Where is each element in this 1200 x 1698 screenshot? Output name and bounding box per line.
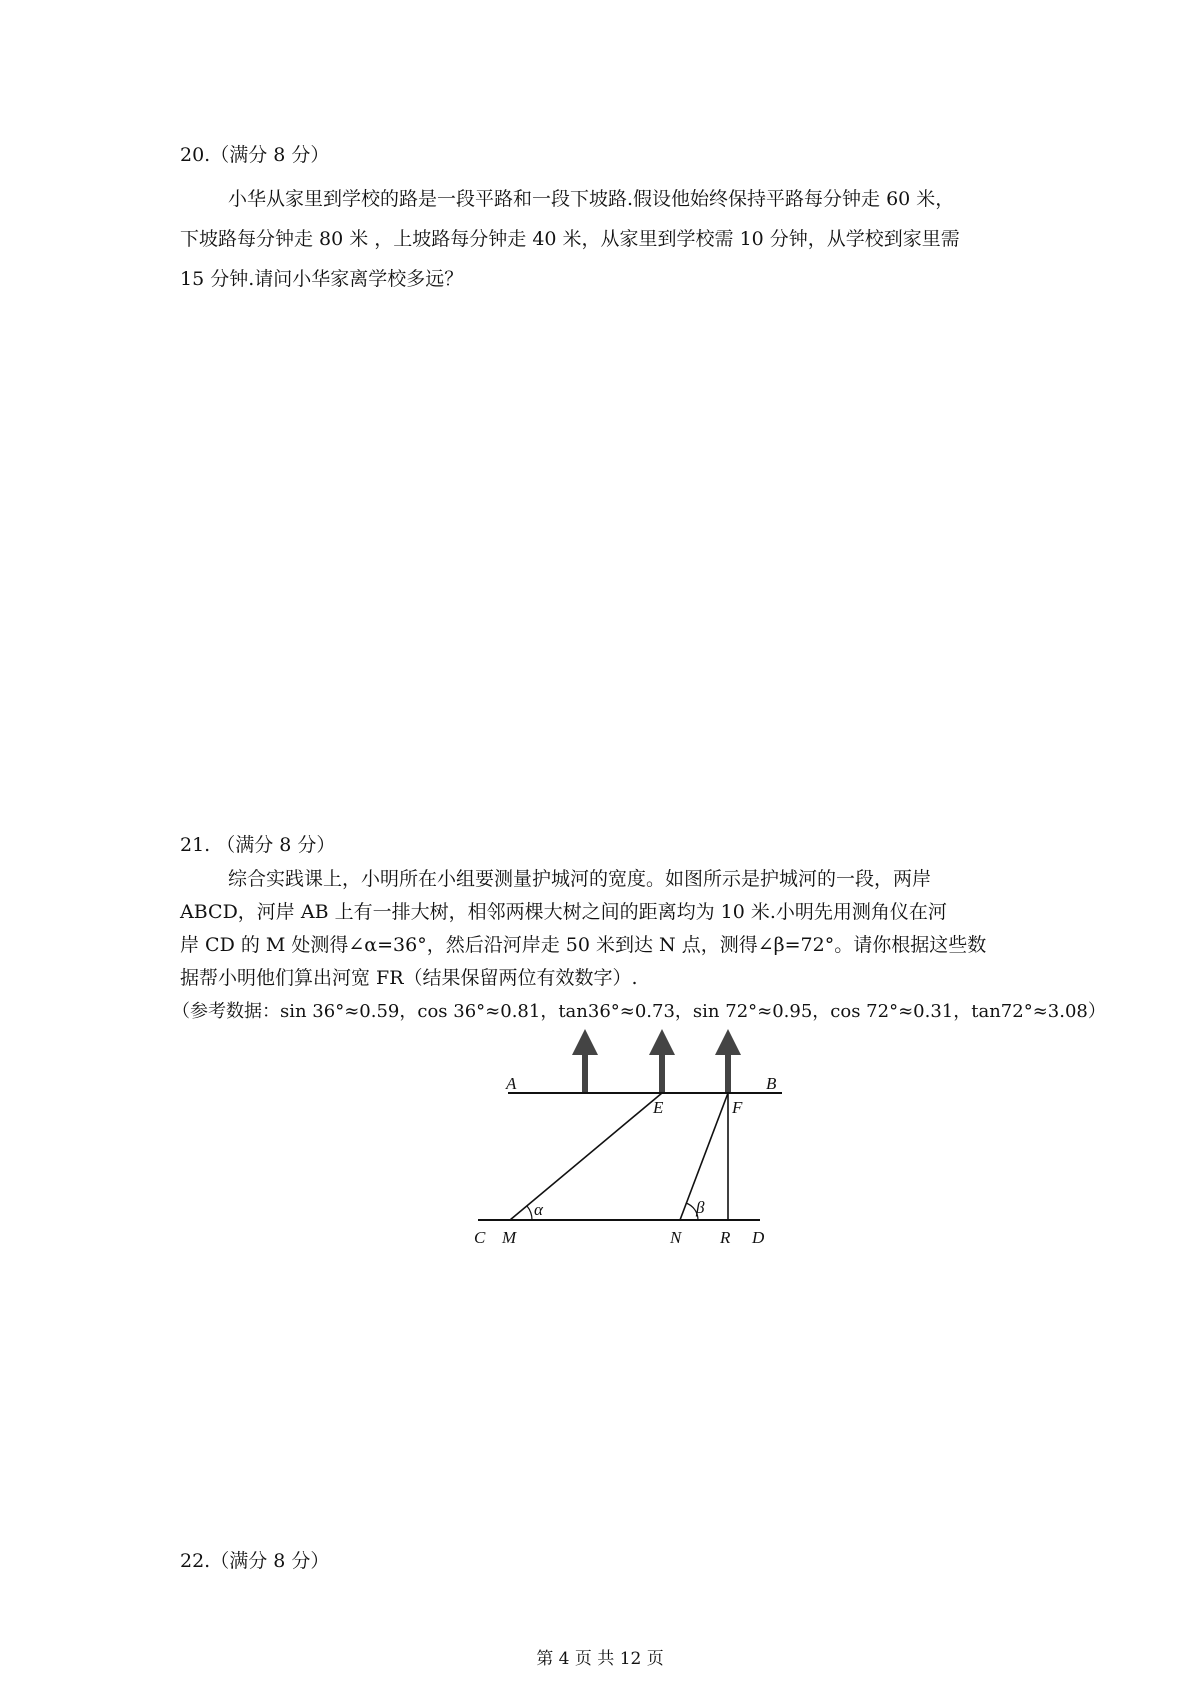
question-20-heading: 20.（满分 8 分） — [180, 144, 330, 166]
river-width-diagram — [474, 1025, 880, 1247]
label-beta: β — [696, 1198, 705, 1217]
question-21-reference-data: （参考数据：sin 36°≈0.59，cos 36°≈0.81，tan36°≈0.73，sin 72°≈0.95，cos 72°≈0.31，tan72°≈3.08） — [172, 1001, 1106, 1022]
angle-alpha-arc — [527, 1206, 532, 1220]
tree-icon — [715, 1029, 741, 1093]
question-21-line-2: ABCD，河岸 AB 上有一排大树，相邻两棵大树之间的距离均为 10 米.小明先用测角仪在河 — [180, 901, 947, 923]
question-21-line-4: 据帮小明他们算出河宽 FR（结果保留两位有效数字）. — [180, 967, 638, 989]
page-footer: 第 4 页 共 12 页 — [536, 1649, 664, 1669]
label-A: A — [506, 1074, 517, 1093]
question-20-line-1: 小华从家里到学校的路是一段平路和一段下坡路.假设他始终保持平路每分钟走 60 米， — [228, 188, 955, 210]
segment-ME — [510, 1093, 662, 1220]
label-C: C — [474, 1228, 486, 1247]
label-F: F — [732, 1098, 743, 1117]
question-21-line-3: 岸 CD 的 M 处测得∠α=36°，然后沿河岸走 50 米到达 N 点，测得∠β=72°。请你根据这些数 — [180, 934, 987, 956]
question-20-line-2: 下坡路每分钟走 80 米 ，上坡路每分钟走 40 米，从家里到学校需 10 分钟，从学校到家里需 — [180, 228, 960, 250]
label-E: E — [653, 1098, 664, 1117]
question-21-line-1: 综合实践课上，小明所在小组要测量护城河的宽度。如图所示是护城河的一段，两岸 — [228, 868, 932, 890]
question-20-line-3: 15 分钟.请问小华家离学校多远？ — [180, 268, 464, 290]
question-20 — [180, 140, 1040, 299]
tree-icon — [649, 1029, 675, 1093]
question-21-heading: 21. （满分 8 分） — [180, 834, 336, 856]
question-21 — [172, 830, 1106, 1028]
label-R: R — [720, 1228, 731, 1247]
question-22 — [180, 1546, 1040, 1573]
question-20-text — [180, 179, 1040, 299]
question-22-heading: 22.（满分 8 分） — [180, 1550, 330, 1572]
label-M: M — [502, 1228, 517, 1247]
label-N: N — [670, 1228, 682, 1247]
label-D: D — [752, 1228, 765, 1247]
question-21-text — [180, 863, 1040, 995]
label-alpha: α — [534, 1200, 543, 1219]
tree-icon — [572, 1029, 598, 1093]
label-B: B — [766, 1074, 777, 1093]
